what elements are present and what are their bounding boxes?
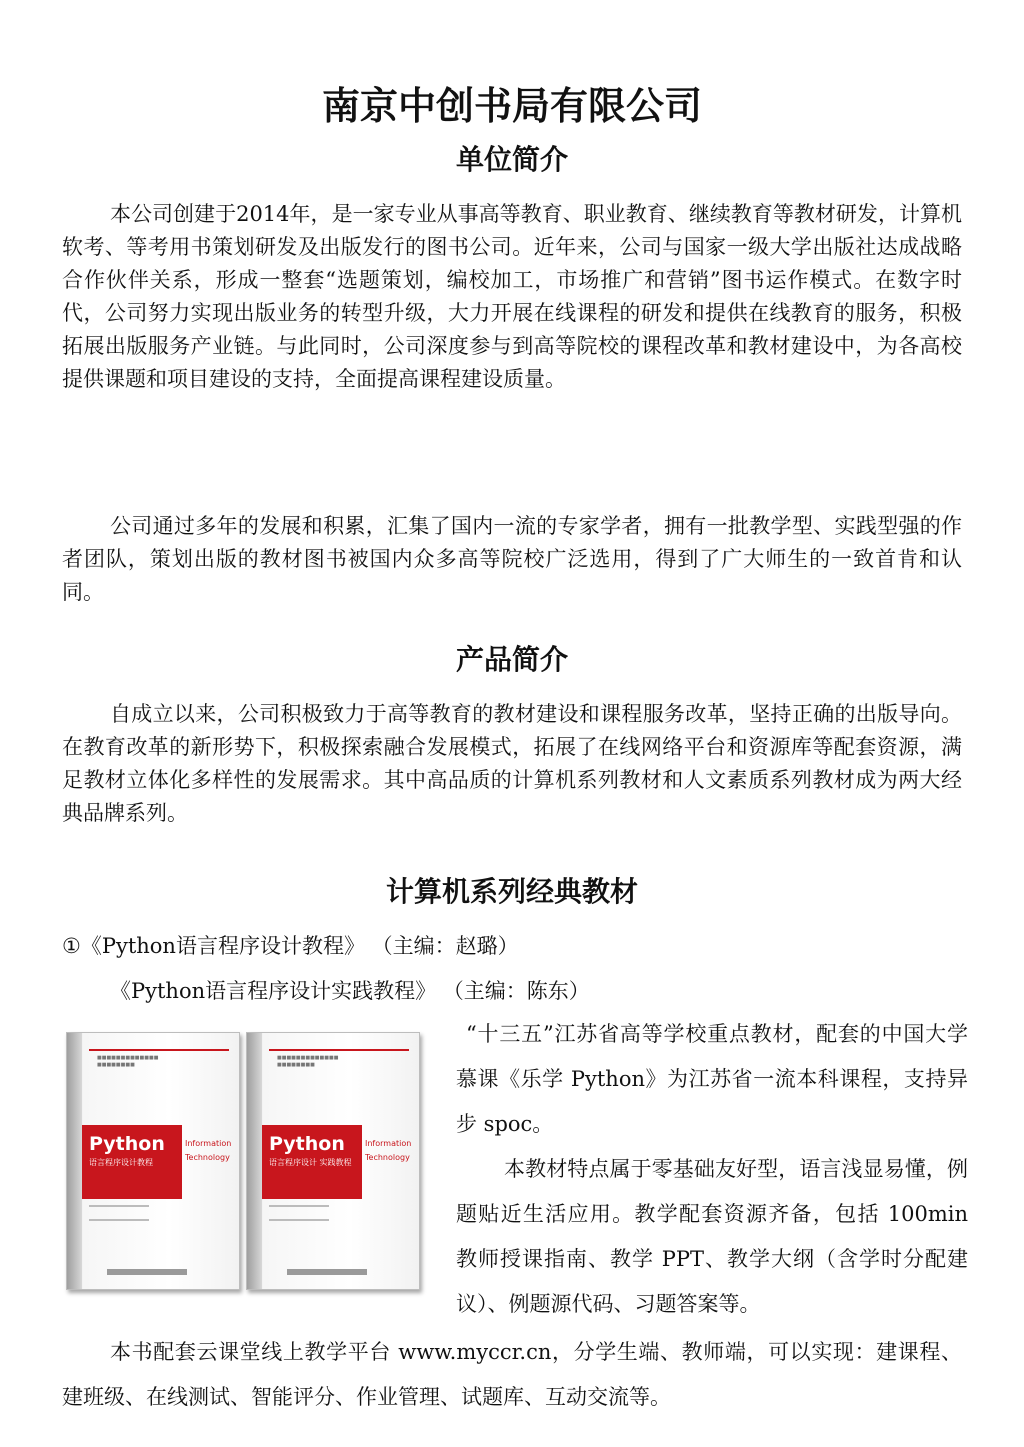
heading-company-intro: 单位简介 — [455, 143, 568, 176]
book-entry-1: ①《Python语言程序设计教程》 （主编：赵璐） — [62, 934, 519, 958]
book-covers-image — [64, 1026, 424, 1288]
book-description-1: “十三五”江苏省高等学校重点教材，配套的中国大学慕课《乐学 Python》为江苏省一流本科课程，支持异步 spoc。 — [456, 1022, 968, 1136]
cover-right-brand: Python — [269, 1133, 345, 1155]
cover-left-subtitle: 语言程序设计教程 — [89, 1158, 153, 1167]
heading-computer-series: 计算机系列经典教材 — [385, 875, 638, 908]
heading-product-intro: 产品简介 — [455, 643, 568, 676]
cover-right-tag: Information Technology — [365, 1139, 412, 1162]
intro-paragraph-2: 公司通过多年的发展和积累，汇集了国内一流的专家学者，拥有一批教学型、实践型强的作者团队，策划出版的教材图书被国内众多高等院校广泛选用，得到了广大师生的一致首肯和认同。 — [62, 514, 962, 604]
product-paragraph: 自成立以来，公司积极致力于高等教育的教材建设和课程服务改革，坚持正确的出版导向。在教育改革的新形势下，积极探索融合发展模式，拓展了在线网络平台和资源库等配套资源，满足教材立体化多样性的发展需求。其中高品质的计算机系列教材和人文素质系列教材成为两大经典品牌系列。 — [62, 702, 962, 825]
book-entry-2: 《Python语言程序设计实践教程》 （主编：陈东） — [110, 979, 590, 1003]
cover-right-subtitle: 语言程序设计 实践教程 — [269, 1158, 352, 1167]
book-cover-right: ■■■■■■■■■■■■■ ■■■■■■■■ Python 语言程序设计 实践教程 Information Technology — [246, 1032, 420, 1290]
platform-paragraph: 本书配套云课堂线上教学平台 www.myccr.cn，分学生端、教师端，可以实现：建课程、建班级、在线测试、智能评分、作业管理、试题库、互动交流等。 — [62, 1340, 962, 1409]
company-title: 南京中创书局有限公司 — [321, 84, 702, 128]
cover-left-brand: Python — [89, 1133, 165, 1155]
intro-paragraph-1: 本公司创建于2014年，是一家专业从事高等教育、职业教育、继续教育等教材研发，计算机软考、等考用书策划研发及出版发行的图书公司。近年来，公司与国家一级大学出版社达成战略合作伙伴关系，形成一整套“选题策划，编校加工，市场推广和营销”图书运作模式。在数字时代，公司努力实现出版业务的转型升级，大力开展在线课程的研发和提供在线教育的服务，积极拓展出版服务产业链。与此同时，公司深度参与到高等院校的课程改革和教材建设中，为各高校提供课题和项目建设的支持，全面提高课程建设质量。 — [62, 202, 962, 391]
book-description-2: 本教材特点属于零基础友好型，语言浅显易懂，例题贴近生活应用。教学配套资源齐备，包括 100min 教师授课指南、教学 PPT、教学大纲（含学时分配建议）、例题源代码、习题答案等。 — [456, 1157, 968, 1316]
book-cover-left: ■■■■■■■■■■■■■ ■■■■■■■■ Python 语言程序设计教程 Information Technology — [66, 1032, 240, 1290]
cover-left-tag: Information Technology — [185, 1139, 232, 1162]
